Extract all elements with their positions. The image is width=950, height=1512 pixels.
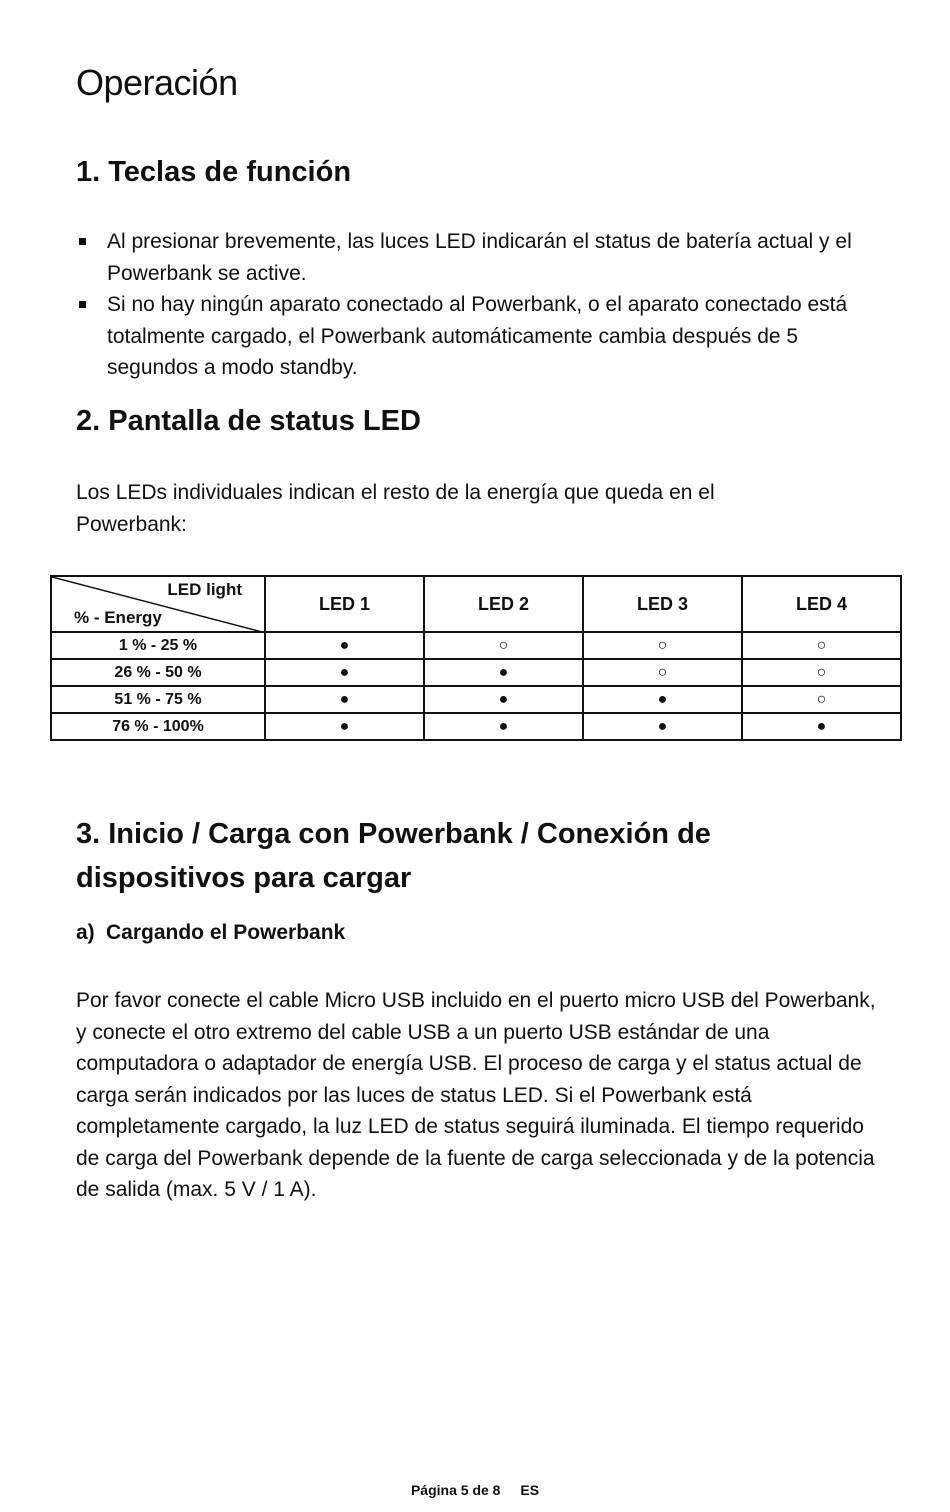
list-item — [76, 289, 856, 384]
list-item — [76, 226, 856, 289]
column-header: LED 2 — [424, 576, 583, 632]
led-indicator-icon: ● — [265, 632, 424, 659]
table-row — [51, 713, 901, 740]
subsection-heading — [76, 921, 345, 945]
led-intro-paragraph: Los LEDs individuales indican el resto de la energía que queda en el Powerbank: — [76, 481, 715, 536]
footer-language: ES — [520, 1482, 540, 1498]
table-row — [51, 686, 901, 713]
table-corner-cell — [51, 576, 265, 632]
energy-range-cell: 76 % - 100% — [51, 713, 265, 740]
list-item-text: Al presionar brevemente, las luces LED indicarán el status de batería actual y el Powerbank se active. — [107, 230, 852, 285]
page-title: Operación — [76, 62, 238, 103]
square-bullet-icon — [79, 301, 86, 308]
table-header-row — [51, 576, 901, 632]
footer-of-word: de — [472, 1482, 489, 1498]
function-keys-list — [76, 226, 856, 384]
footer-total-pages: 8 — [492, 1482, 501, 1498]
column-header: LED 4 — [742, 576, 901, 632]
column-header: LED 3 — [583, 576, 742, 632]
led-indicator-icon: ● — [583, 713, 742, 740]
section-heading-function-keys: 1. Teclas de función — [76, 156, 352, 188]
led-indicator-icon: ● — [265, 659, 424, 686]
corner-label-led-light: LED light — [167, 580, 242, 599]
led-indicator-icon: ○ — [742, 632, 901, 659]
led-indicator-icon: ● — [424, 713, 583, 740]
subsection-marker: a) — [76, 921, 95, 944]
energy-range-cell: 51 % - 75 % — [51, 686, 265, 713]
section-heading-led-status: 2. Pantalla de status LED — [76, 405, 421, 437]
led-indicator-icon: ○ — [742, 659, 901, 686]
energy-range-cell: 26 % - 50 % — [51, 659, 265, 686]
led-indicator-icon: ○ — [742, 686, 901, 713]
led-indicator-icon: ○ — [424, 632, 583, 659]
column-header: LED 1 — [265, 576, 424, 632]
led-indicator-icon: ● — [583, 686, 742, 713]
heading-line: 3. Inicio / Carga con Powerbank / Conexión de — [76, 818, 711, 850]
led-indicator-icon: ● — [265, 686, 424, 713]
led-indicator-icon: ○ — [583, 632, 742, 659]
led-indicator-icon: ● — [265, 713, 424, 740]
heading-line: dispositivos para cargar — [76, 862, 412, 894]
footer-page-number: 5 — [460, 1482, 469, 1498]
table-row — [51, 632, 901, 659]
list-item-text: Si no hay ningún aparato conectado al Powerbank, o el aparato conectado está totalmente cargado, el Powerbank automáticamente cambia después de 5 segundos a modo standby. — [107, 293, 848, 379]
led-indicator-icon: ○ — [583, 659, 742, 686]
section-heading-charging — [76, 812, 711, 900]
led-indicator-icon: ● — [424, 686, 583, 713]
footer-page-word: Página — [410, 1482, 457, 1498]
led-indicator-icon: ● — [424, 659, 583, 686]
table-row — [51, 659, 901, 686]
charging-paragraph: Por favor conecte el cable Micro USB incluido en el puerto micro USB del Powerbank, y conecte el otro extremo del cable USB a un puerto USB estándar de una computadora o adaptador de energía USB. El proceso de carga y el status actual de carga serán indicados por las luces de status LED. Si el Powerbank está completamente cargado, la luz LED de status seguirá iluminada. El tiempo requerido de carga del Powerbank depende de la fuente de carga seleccionada y de la potencia de salida (max. 5 V / 1 A). — [76, 989, 876, 1201]
led-status-table — [50, 575, 902, 741]
led-indicator-icon: ● — [742, 713, 901, 740]
corner-label-energy: % - Energy — [74, 608, 162, 627]
subsection-title: Cargando el Powerbank — [106, 921, 346, 944]
energy-range-cell: 1 % - 25 % — [51, 632, 265, 659]
page-footer — [0, 1482, 950, 1498]
square-bullet-icon — [79, 238, 86, 245]
